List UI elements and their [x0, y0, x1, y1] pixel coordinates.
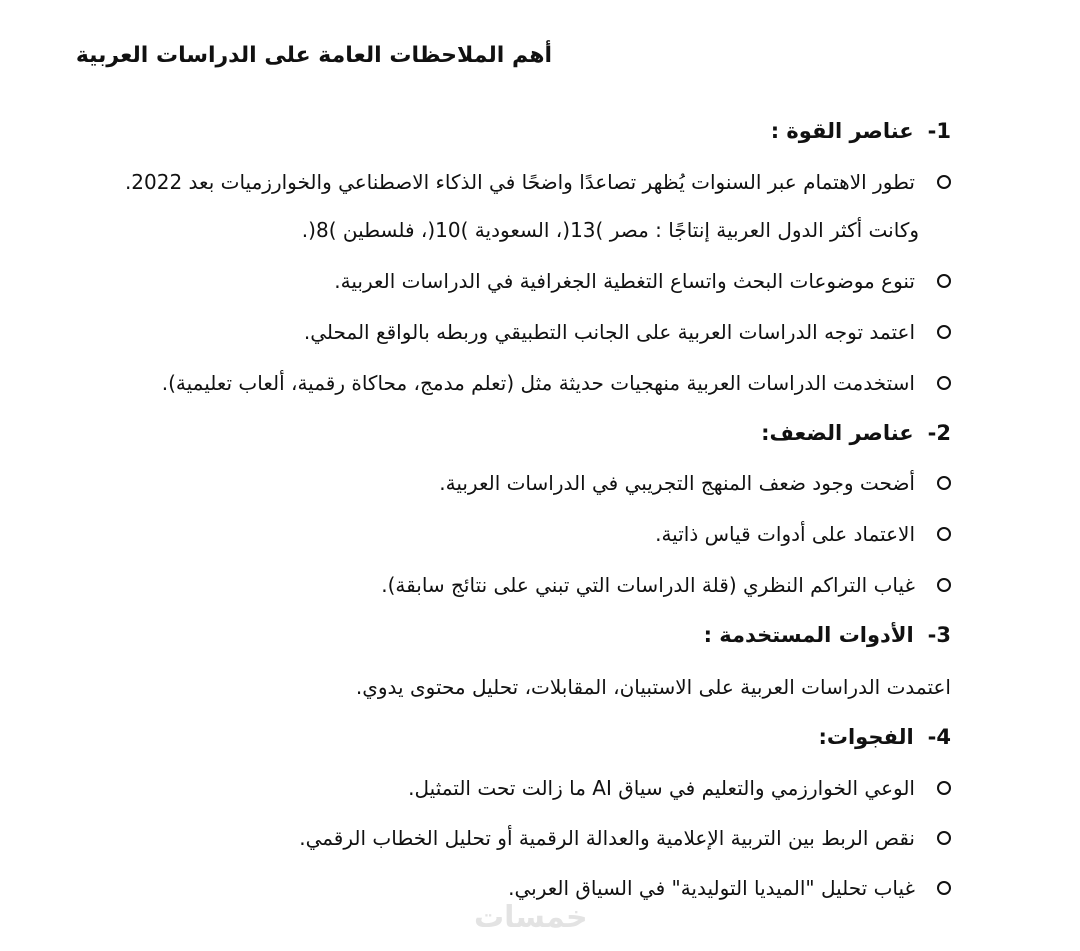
list-item [125, 165, 951, 199]
bullet-circle-icon [937, 881, 951, 895]
bullet-circle-icon [937, 781, 951, 795]
list-item-text: غياب التراكم النظري (قلة الدراسات التي تبني على نتائج سابقة). [381, 573, 915, 597]
list-item [162, 366, 951, 400]
list-item [299, 821, 951, 855]
section-heading-gaps [818, 720, 951, 754]
bullet-circle-icon [937, 175, 951, 189]
list-item [655, 517, 951, 551]
section-number: 4- [927, 725, 951, 749]
bullet-circle-icon [937, 376, 951, 390]
list-item-text: نقص الربط بين التربية الإعلامية والعدالة الرقمية أو تحليل الخطاب الرقمي. [299, 826, 915, 850]
list-item [439, 466, 951, 500]
bullet-circle-icon [937, 831, 951, 845]
list-item-text: غياب تحليل "الميديا التوليدية" في السياق العربي. [508, 876, 915, 900]
section-number: 3- [927, 623, 951, 647]
bullet-circle-icon [937, 527, 951, 541]
section-heading-text: عناصر القوة : [770, 119, 914, 143]
section-heading-tools [704, 618, 951, 652]
list-item [408, 771, 951, 805]
list-item-continuation: وكانت أكثر الدول العربية إنتاجًا : مصر )13(، السعودية )10(، فلسطين )8(. [301, 218, 919, 242]
list-item-text: استخدمت الدراسات العربية منهجيات حديثة مثل (تعلم مدمج، محاكاة رقمية، ألعاب تعليمية). [161, 371, 915, 395]
section-heading-text: عناصر الضعف: [761, 421, 914, 445]
bullet-circle-icon [937, 476, 951, 490]
list-item-text: اعتمد توجه الدراسات العربية على الجانب التطبيقي وربطه بالواقع المحلي. [303, 320, 915, 344]
section-heading-strengths [771, 114, 951, 148]
section-paragraph: اعتمدت الدراسات العربية على الاستبيان، المقابلات، تحليل محتوى يدوي. [355, 675, 951, 699]
section-number: 2- [927, 421, 951, 445]
section-heading-text: الفجوات: [818, 725, 914, 749]
list-item-text: تطور الاهتمام عبر السنوات يُظهر تصاعدًا واضحًا في الذكاء الاصطناعي والخوارزميات بعد 2022. [124, 170, 915, 194]
bullet-circle-icon [937, 578, 951, 592]
bullet-circle-icon [937, 325, 951, 339]
list-item-text: الاعتماد على أدوات قياس ذاتية. [655, 522, 915, 546]
document-title: أهم الملاحظات العامة على الدراسات العربية [75, 43, 552, 68]
watermark-logo: خمسات [474, 900, 588, 935]
section-number: 1- [927, 119, 951, 143]
section-heading-weaknesses [761, 416, 951, 450]
list-item [334, 264, 951, 298]
list-item [304, 315, 951, 349]
bullet-circle-icon [937, 274, 951, 288]
list-item [381, 568, 951, 602]
list-item-text: الوعي الخوارزمي والتعليم في سياق AI ما زالت تحت التمثيل. [408, 776, 915, 800]
section-heading-text: الأدوات المستخدمة : [703, 623, 914, 647]
list-item-text: تنوع موضوعات البحث واتساع التغطية الجغرافية في الدراسات العربية. [334, 269, 915, 293]
list-item-text: أضحت وجود ضعف المنهج التجريبي في الدراسات العربية. [439, 471, 915, 495]
